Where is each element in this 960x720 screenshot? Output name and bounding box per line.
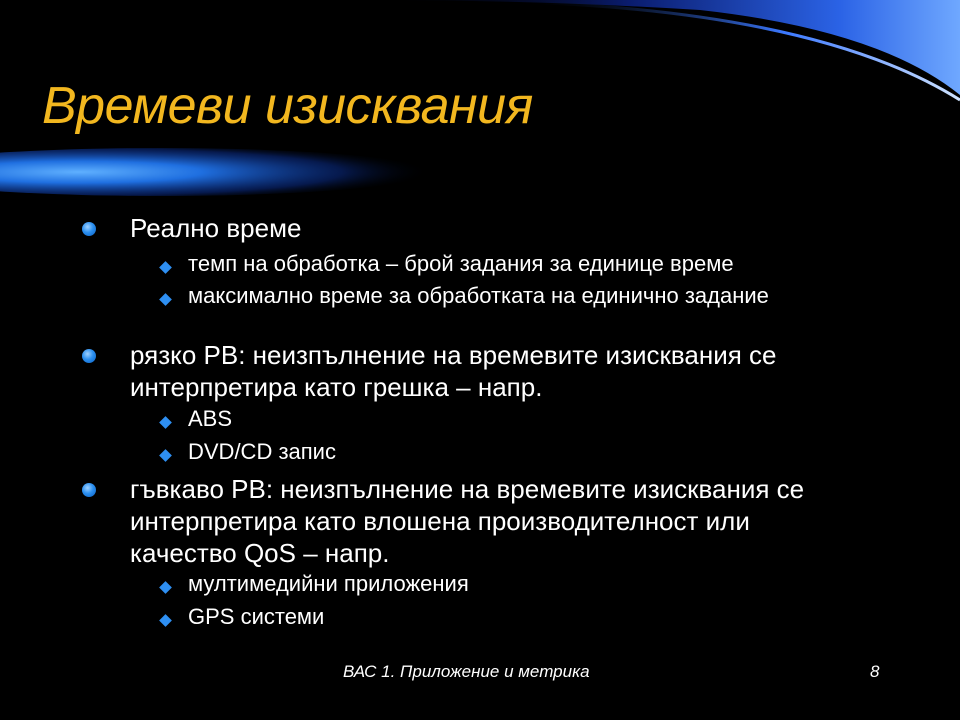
bullet-1-text: Реално време — [130, 213, 302, 243]
bullet-dot-icon — [82, 349, 96, 363]
bullet-2-sub-1: ABS — [188, 406, 233, 431]
bullet-1-sub-2: максимално време за обработката на единично задание — [188, 283, 769, 308]
bullet-dot-icon — [82, 222, 96, 236]
bullet-dot-icon — [82, 483, 96, 497]
bullet-1-sub-1: темп на обработка – брой задания за единице време — [188, 251, 734, 276]
bullet-2-text: рязко РВ: неизпълнение на времевите изисквания се интерпретира като грешка – напр. — [130, 340, 777, 402]
footer-text: ВАС 1. Приложение и метрика — [343, 662, 590, 681]
bullet-3-sub-1: мултимедийни приложения — [188, 571, 469, 596]
title-swoosh — [0, 140, 440, 204]
bullet-3-text: гъвкаво РВ: неизпълнение на времевите изисквания се интерпретира като влошена производителност или качество QoS – напр. — [130, 474, 805, 568]
bullet-3-sub-2: GPS системи — [188, 604, 325, 629]
page-number: 8 — [870, 662, 880, 681]
slide-title: Времеви изисквания — [42, 77, 533, 135]
bullet-2-sub-2: DVD/CD запис — [188, 439, 336, 464]
